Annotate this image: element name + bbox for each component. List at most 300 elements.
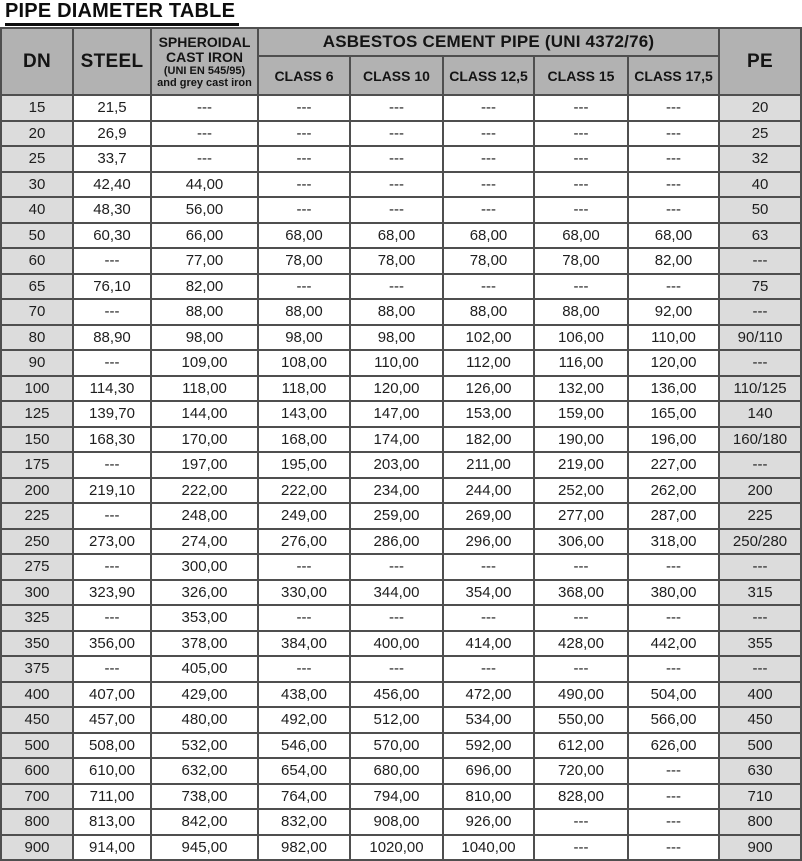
cell-class-12-5: 296,00 xyxy=(443,529,534,555)
cell-pe: 75 xyxy=(719,274,801,300)
cell-steel: --- xyxy=(73,248,151,274)
cell-class-17-5: --- xyxy=(628,95,719,121)
cell-cast-iron: 144,00 xyxy=(151,401,258,427)
cell-class-6: 546,00 xyxy=(258,733,350,759)
cell-pe: 400 xyxy=(719,682,801,708)
cell-class-12-5: --- xyxy=(443,274,534,300)
column-header-steel: STEEL xyxy=(73,28,151,95)
column-header-pe: PE xyxy=(719,28,801,95)
cell-cast-iron: 945,00 xyxy=(151,835,258,861)
cell-class-17-5: 380,00 xyxy=(628,580,719,606)
table-row xyxy=(1,580,801,606)
cell-class-12-5: --- xyxy=(443,172,534,198)
cell-class-6: 438,00 xyxy=(258,682,350,708)
cell-class-10: 1020,00 xyxy=(350,835,443,861)
cell-class-17-5: 120,00 xyxy=(628,350,719,376)
cell-class-17-5: 227,00 xyxy=(628,452,719,478)
cell-class-6: --- xyxy=(258,146,350,172)
table-row xyxy=(1,682,801,708)
cell-class-12-5: --- xyxy=(443,656,534,682)
cell-class-12-5: --- xyxy=(443,197,534,223)
cell-class-10: 286,00 xyxy=(350,529,443,555)
cell-class-12-5: --- xyxy=(443,605,534,631)
cell-steel: --- xyxy=(73,452,151,478)
cell-class-17-5: --- xyxy=(628,197,719,223)
cell-steel: 508,00 xyxy=(73,733,151,759)
cell-dn: 450 xyxy=(1,707,73,733)
column-header-class-17-5: CLASS 17,5 xyxy=(628,56,719,95)
cell-pe: 25 xyxy=(719,121,801,147)
cell-class-10: 908,00 xyxy=(350,809,443,835)
cell-class-6: 98,00 xyxy=(258,325,350,351)
cell-class-17-5: 626,00 xyxy=(628,733,719,759)
table-row xyxy=(1,376,801,402)
table-row xyxy=(1,172,801,198)
cell-pe: 900 xyxy=(719,835,801,861)
cell-steel: 914,00 xyxy=(73,835,151,861)
cell-class-10: --- xyxy=(350,605,443,631)
cell-dn: 65 xyxy=(1,274,73,300)
cell-pe: --- xyxy=(719,350,801,376)
cell-class-15: --- xyxy=(534,197,628,223)
cell-class-6: 654,00 xyxy=(258,758,350,784)
cell-cast-iron: 378,00 xyxy=(151,631,258,657)
cell-cast-iron: 248,00 xyxy=(151,503,258,529)
cell-class-6: 143,00 xyxy=(258,401,350,427)
cell-class-17-5: --- xyxy=(628,554,719,580)
cell-pe: --- xyxy=(719,605,801,631)
cell-class-12-5: --- xyxy=(443,95,534,121)
cell-class-12-5: 926,00 xyxy=(443,809,534,835)
cell-class-6: --- xyxy=(258,656,350,682)
cell-class-15: --- xyxy=(534,121,628,147)
cell-dn: 600 xyxy=(1,758,73,784)
cell-class-15: 132,00 xyxy=(534,376,628,402)
cell-class-15: --- xyxy=(534,605,628,631)
table-row xyxy=(1,733,801,759)
cell-pe: 225 xyxy=(719,503,801,529)
table-row xyxy=(1,274,801,300)
table-row xyxy=(1,325,801,351)
cell-pe: --- xyxy=(719,554,801,580)
cell-class-17-5: --- xyxy=(628,605,719,631)
cell-class-6: 492,00 xyxy=(258,707,350,733)
cell-class-17-5: --- xyxy=(628,121,719,147)
cell-class-10: 88,00 xyxy=(350,299,443,325)
cell-class-17-5: --- xyxy=(628,274,719,300)
cell-cast-iron: 197,00 xyxy=(151,452,258,478)
cell-class-10: 78,00 xyxy=(350,248,443,274)
cell-class-17-5: --- xyxy=(628,656,719,682)
cell-class-10: 794,00 xyxy=(350,784,443,810)
cell-class-12-5: 244,00 xyxy=(443,478,534,504)
table-row xyxy=(1,95,801,121)
cell-cast-iron: 274,00 xyxy=(151,529,258,555)
cell-dn: 500 xyxy=(1,733,73,759)
table-body xyxy=(1,95,801,860)
cell-steel: 273,00 xyxy=(73,529,151,555)
cell-class-15: 490,00 xyxy=(534,682,628,708)
cell-class-15: 368,00 xyxy=(534,580,628,606)
cast-iron-standard-label: (UNI EN 545/95) xyxy=(163,64,246,77)
cell-cast-iron: 118,00 xyxy=(151,376,258,402)
cell-class-17-5: 566,00 xyxy=(628,707,719,733)
cell-class-10: --- xyxy=(350,95,443,121)
cell-dn: 400 xyxy=(1,682,73,708)
cell-class-10: 147,00 xyxy=(350,401,443,427)
cell-class-15: 68,00 xyxy=(534,223,628,249)
cell-cast-iron: 842,00 xyxy=(151,809,258,835)
cell-dn: 100 xyxy=(1,376,73,402)
cell-class-6: 222,00 xyxy=(258,478,350,504)
table-row xyxy=(1,478,801,504)
cell-cast-iron: --- xyxy=(151,121,258,147)
cell-dn: 250 xyxy=(1,529,73,555)
cell-class-17-5: --- xyxy=(628,172,719,198)
cell-steel: 457,00 xyxy=(73,707,151,733)
table-row xyxy=(1,350,801,376)
cell-steel: 610,00 xyxy=(73,758,151,784)
cell-class-12-5: 78,00 xyxy=(443,248,534,274)
cell-cast-iron: 44,00 xyxy=(151,172,258,198)
cell-class-6: 108,00 xyxy=(258,350,350,376)
cell-class-12-5: 211,00 xyxy=(443,452,534,478)
pipe-diameter-table xyxy=(0,27,802,861)
cell-class-15: --- xyxy=(534,146,628,172)
cell-pe: 63 xyxy=(719,223,801,249)
cell-class-17-5: 318,00 xyxy=(628,529,719,555)
column-header-class-10: CLASS 10 xyxy=(350,56,443,95)
cell-pe: 250/280 xyxy=(719,529,801,555)
cell-pe: 355 xyxy=(719,631,801,657)
table-row xyxy=(1,554,801,580)
cell-class-10: --- xyxy=(350,121,443,147)
cell-class-12-5: 68,00 xyxy=(443,223,534,249)
cell-class-15: 306,00 xyxy=(534,529,628,555)
table-row xyxy=(1,835,801,861)
cell-pe: --- xyxy=(719,248,801,274)
cell-steel: --- xyxy=(73,503,151,529)
cell-dn: 300 xyxy=(1,580,73,606)
cell-class-15: --- xyxy=(534,274,628,300)
cell-pe: --- xyxy=(719,452,801,478)
cell-class-12-5: 182,00 xyxy=(443,427,534,453)
cell-class-12-5: 1040,00 xyxy=(443,835,534,861)
table-row xyxy=(1,248,801,274)
cell-cast-iron: 429,00 xyxy=(151,682,258,708)
cell-class-12-5: 126,00 xyxy=(443,376,534,402)
cell-pe: --- xyxy=(719,299,801,325)
cell-class-10: 344,00 xyxy=(350,580,443,606)
cell-class-6: 249,00 xyxy=(258,503,350,529)
cell-steel: 711,00 xyxy=(73,784,151,810)
cell-dn: 25 xyxy=(1,146,73,172)
cell-dn: 20 xyxy=(1,121,73,147)
cell-pe: 50 xyxy=(719,197,801,223)
cell-pe: 200 xyxy=(719,478,801,504)
cell-steel: 114,30 xyxy=(73,376,151,402)
cell-class-15: 219,00 xyxy=(534,452,628,478)
cell-class-15: --- xyxy=(534,835,628,861)
cell-cast-iron: 353,00 xyxy=(151,605,258,631)
table-row xyxy=(1,223,801,249)
cell-pe: --- xyxy=(719,656,801,682)
cell-class-6: 78,00 xyxy=(258,248,350,274)
cell-pe: 110/125 xyxy=(719,376,801,402)
cell-class-17-5: 136,00 xyxy=(628,376,719,402)
cell-class-15: 88,00 xyxy=(534,299,628,325)
cell-pe: 40 xyxy=(719,172,801,198)
cell-pe: 450 xyxy=(719,707,801,733)
cell-dn: 275 xyxy=(1,554,73,580)
cell-class-15: 612,00 xyxy=(534,733,628,759)
cell-cast-iron: --- xyxy=(151,95,258,121)
cell-class-6: 68,00 xyxy=(258,223,350,249)
cell-cast-iron: 738,00 xyxy=(151,784,258,810)
table-row xyxy=(1,503,801,529)
cell-dn: 60 xyxy=(1,248,73,274)
cell-class-10: 456,00 xyxy=(350,682,443,708)
cell-class-17-5: 92,00 xyxy=(628,299,719,325)
table-row xyxy=(1,656,801,682)
cell-cast-iron: 405,00 xyxy=(151,656,258,682)
cell-class-6: 195,00 xyxy=(258,452,350,478)
cell-cast-iron: 632,00 xyxy=(151,758,258,784)
cell-dn: 375 xyxy=(1,656,73,682)
cell-steel: 139,70 xyxy=(73,401,151,427)
cell-class-10: 680,00 xyxy=(350,758,443,784)
cell-class-6: --- xyxy=(258,605,350,631)
cell-pe: 140 xyxy=(719,401,801,427)
cell-class-10: 98,00 xyxy=(350,325,443,351)
cell-cast-iron: 82,00 xyxy=(151,274,258,300)
table-row xyxy=(1,631,801,657)
cell-class-15: 78,00 xyxy=(534,248,628,274)
cell-cast-iron: 66,00 xyxy=(151,223,258,249)
cell-class-10: --- xyxy=(350,274,443,300)
table-row xyxy=(1,427,801,453)
cell-class-10: 259,00 xyxy=(350,503,443,529)
cell-class-6: --- xyxy=(258,172,350,198)
cell-class-10: --- xyxy=(350,146,443,172)
table-row xyxy=(1,758,801,784)
column-header-class-15: CLASS 15 xyxy=(534,56,628,95)
cell-steel: --- xyxy=(73,350,151,376)
cell-class-15: 550,00 xyxy=(534,707,628,733)
cell-class-6: --- xyxy=(258,554,350,580)
cell-class-12-5: 592,00 xyxy=(443,733,534,759)
cell-steel: 356,00 xyxy=(73,631,151,657)
cell-class-6: 330,00 xyxy=(258,580,350,606)
cell-steel: 323,90 xyxy=(73,580,151,606)
cell-pe: 710 xyxy=(719,784,801,810)
cell-class-6: --- xyxy=(258,274,350,300)
cast-iron-grey-label: and grey cast iron xyxy=(157,76,252,89)
cell-dn: 800 xyxy=(1,809,73,835)
column-header-class-6: CLASS 6 xyxy=(258,56,350,95)
cell-pe: 32 xyxy=(719,146,801,172)
cell-class-12-5: 534,00 xyxy=(443,707,534,733)
cell-class-6: 832,00 xyxy=(258,809,350,835)
cell-class-10: --- xyxy=(350,172,443,198)
cell-cast-iron: 109,00 xyxy=(151,350,258,376)
cell-steel: 33,7 xyxy=(73,146,151,172)
cell-class-17-5: --- xyxy=(628,784,719,810)
cell-class-17-5: 82,00 xyxy=(628,248,719,274)
column-header-class-12-5: CLASS 12,5 xyxy=(443,56,534,95)
cell-class-12-5: --- xyxy=(443,554,534,580)
cell-class-12-5: 88,00 xyxy=(443,299,534,325)
cell-class-15: --- xyxy=(534,809,628,835)
cell-steel: 88,90 xyxy=(73,325,151,351)
cell-class-17-5: 110,00 xyxy=(628,325,719,351)
cell-steel: --- xyxy=(73,554,151,580)
cell-class-6: 276,00 xyxy=(258,529,350,555)
cell-dn: 40 xyxy=(1,197,73,223)
cell-class-12-5: 112,00 xyxy=(443,350,534,376)
cell-class-10: 120,00 xyxy=(350,376,443,402)
cast-iron-label-line2: CAST IRON xyxy=(166,48,243,65)
cell-dn: 900 xyxy=(1,835,73,861)
cell-dn: 700 xyxy=(1,784,73,810)
cell-pe: 630 xyxy=(719,758,801,784)
cell-class-17-5: 196,00 xyxy=(628,427,719,453)
title-bar xyxy=(0,0,800,27)
cell-cast-iron: --- xyxy=(151,146,258,172)
table-row xyxy=(1,605,801,631)
cell-steel: 60,30 xyxy=(73,223,151,249)
cell-class-6: --- xyxy=(258,95,350,121)
cell-cast-iron: 98,00 xyxy=(151,325,258,351)
cell-cast-iron: 56,00 xyxy=(151,197,258,223)
cell-cast-iron: 326,00 xyxy=(151,580,258,606)
table-row xyxy=(1,146,801,172)
cell-dn: 30 xyxy=(1,172,73,198)
cell-steel: 21,5 xyxy=(73,95,151,121)
cell-cast-iron: 222,00 xyxy=(151,478,258,504)
cell-dn: 15 xyxy=(1,95,73,121)
cell-steel: 813,00 xyxy=(73,809,151,835)
cell-cast-iron: 170,00 xyxy=(151,427,258,453)
cell-steel: 48,30 xyxy=(73,197,151,223)
cell-pe: 800 xyxy=(719,809,801,835)
table-row xyxy=(1,784,801,810)
table-row xyxy=(1,809,801,835)
cell-class-15: 428,00 xyxy=(534,631,628,657)
cell-class-15: --- xyxy=(534,656,628,682)
cell-pe: 500 xyxy=(719,733,801,759)
cell-dn: 350 xyxy=(1,631,73,657)
cell-class-10: 68,00 xyxy=(350,223,443,249)
table-row xyxy=(1,707,801,733)
cell-class-15: 277,00 xyxy=(534,503,628,529)
cell-cast-iron: 88,00 xyxy=(151,299,258,325)
cast-iron-label-line1: SPHEROIDAL xyxy=(158,33,251,50)
cell-class-12-5: --- xyxy=(443,146,534,172)
cell-class-15: --- xyxy=(534,554,628,580)
cell-class-17-5: 262,00 xyxy=(628,478,719,504)
cell-class-6: 118,00 xyxy=(258,376,350,402)
cell-steel: --- xyxy=(73,605,151,631)
cell-class-10: --- xyxy=(350,197,443,223)
cell-steel: 42,40 xyxy=(73,172,151,198)
cell-steel: 407,00 xyxy=(73,682,151,708)
cell-class-15: 828,00 xyxy=(534,784,628,810)
cell-class-10: 570,00 xyxy=(350,733,443,759)
cell-pe: 90/110 xyxy=(719,325,801,351)
cell-class-10: 203,00 xyxy=(350,452,443,478)
column-group-header-asbestos: ASBESTOS CEMENT PIPE (UNI 4372/76) xyxy=(258,28,719,56)
cell-dn: 70 xyxy=(1,299,73,325)
cell-class-15: 720,00 xyxy=(534,758,628,784)
cell-steel: 76,10 xyxy=(73,274,151,300)
cell-dn: 225 xyxy=(1,503,73,529)
cell-dn: 80 xyxy=(1,325,73,351)
table-row xyxy=(1,401,801,427)
cell-class-12-5: --- xyxy=(443,121,534,147)
cell-class-15: 252,00 xyxy=(534,478,628,504)
cell-class-12-5: 102,00 xyxy=(443,325,534,351)
cell-class-6: 982,00 xyxy=(258,835,350,861)
cell-pe: 160/180 xyxy=(719,427,801,453)
cell-class-15: 106,00 xyxy=(534,325,628,351)
cell-class-10: --- xyxy=(350,554,443,580)
cell-class-12-5: 269,00 xyxy=(443,503,534,529)
cell-cast-iron: 532,00 xyxy=(151,733,258,759)
cell-class-17-5: 287,00 xyxy=(628,503,719,529)
cell-dn: 150 xyxy=(1,427,73,453)
cell-cast-iron: 77,00 xyxy=(151,248,258,274)
cell-class-17-5: 504,00 xyxy=(628,682,719,708)
cell-class-10: 512,00 xyxy=(350,707,443,733)
cell-class-12-5: 354,00 xyxy=(443,580,534,606)
cell-dn: 325 xyxy=(1,605,73,631)
cell-class-10: 174,00 xyxy=(350,427,443,453)
cell-class-6: --- xyxy=(258,197,350,223)
cell-steel: 219,10 xyxy=(73,478,151,504)
header-row-group xyxy=(1,28,801,56)
cell-class-15: --- xyxy=(534,172,628,198)
cell-class-12-5: 810,00 xyxy=(443,784,534,810)
column-header-dn: DN xyxy=(1,28,73,95)
cell-class-6: 88,00 xyxy=(258,299,350,325)
cell-class-17-5: 165,00 xyxy=(628,401,719,427)
cell-cast-iron: 300,00 xyxy=(151,554,258,580)
cell-steel: --- xyxy=(73,656,151,682)
cell-class-17-5: --- xyxy=(628,146,719,172)
table-row xyxy=(1,197,801,223)
cell-class-10: 110,00 xyxy=(350,350,443,376)
cell-steel: 26,9 xyxy=(73,121,151,147)
cell-class-6: 764,00 xyxy=(258,784,350,810)
cell-class-17-5: --- xyxy=(628,835,719,861)
cell-dn: 200 xyxy=(1,478,73,504)
cell-dn: 125 xyxy=(1,401,73,427)
cell-class-15: 190,00 xyxy=(534,427,628,453)
cell-class-10: 234,00 xyxy=(350,478,443,504)
table-header xyxy=(1,28,801,95)
cell-steel: 168,30 xyxy=(73,427,151,453)
cell-class-6: 168,00 xyxy=(258,427,350,453)
cell-dn: 90 xyxy=(1,350,73,376)
cell-class-17-5: 442,00 xyxy=(628,631,719,657)
cell-dn: 50 xyxy=(1,223,73,249)
cell-class-15: 159,00 xyxy=(534,401,628,427)
cell-class-15: --- xyxy=(534,95,628,121)
column-header-cast-iron xyxy=(151,28,258,95)
cell-class-12-5: 472,00 xyxy=(443,682,534,708)
table-row xyxy=(1,121,801,147)
